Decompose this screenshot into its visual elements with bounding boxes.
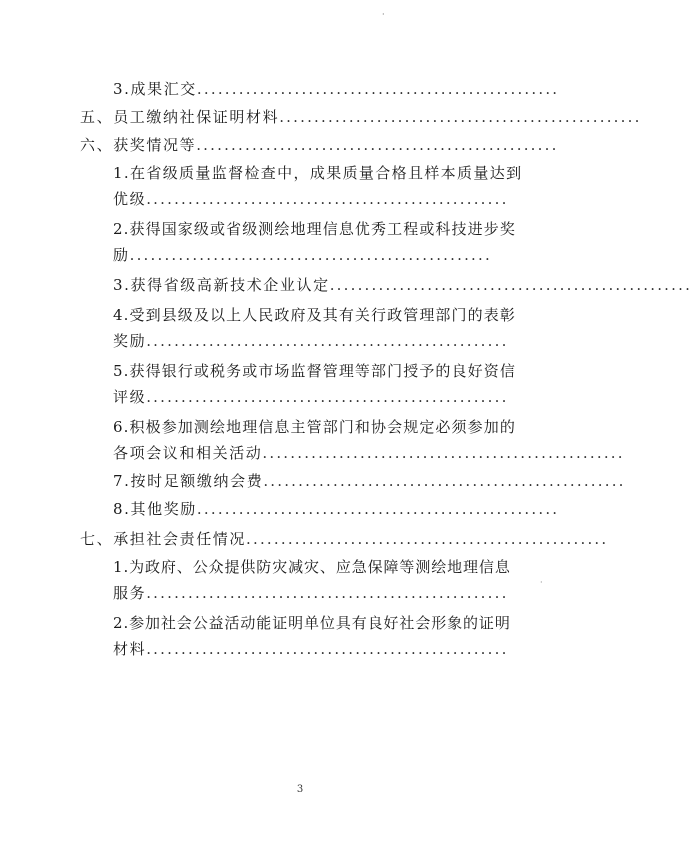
toc-entry-label: 7.按时足额缴纳会费 (113, 472, 264, 490)
toc-entry-label: 3.成果汇交 (113, 80, 197, 98)
toc-section-label: 六、获奖情况等 (80, 136, 197, 154)
toc-entry[interactable] (113, 468, 626, 494)
toc-leader-dots: .................................................... (146, 584, 509, 602)
toc-entry-label: 各项会议和相关活动 (113, 444, 263, 462)
toc-entry-label: 1.在省级质量监督检查中，成果质量合格且样本质量达到 (113, 164, 523, 182)
toc-leader-dots: .................................................... (146, 190, 509, 208)
toc-entry-label: 6.积极参加测绘地理信息主管部门和协会规定必须参加的 (113, 418, 516, 436)
toc-leader-dots: .................................................... (246, 530, 609, 548)
toc-entry-continued[interactable] (113, 186, 513, 212)
toc-entry-label: 评级 (113, 388, 147, 406)
page-number: 3 (296, 784, 304, 795)
toc-entry-label: 奖励 (113, 332, 147, 350)
toc-entry-continued[interactable] (113, 636, 513, 662)
toc-leader-dots: .................................................... (329, 276, 692, 294)
toc-entry-continued[interactable] (113, 440, 625, 466)
toc-entry-continued[interactable] (113, 328, 513, 354)
toc-entry[interactable] (113, 160, 523, 186)
toc-entry[interactable] (113, 610, 523, 636)
toc-leader-dots: .................................................... (263, 472, 626, 490)
toc-entry[interactable] (113, 216, 523, 242)
toc-section-label: 五、员工缴纳社保证明材料 (80, 108, 280, 126)
toc-entry[interactable] (113, 358, 523, 384)
toc-section[interactable] (80, 104, 642, 130)
toc-entry-label: 4.受到县级及以上人民政府及其有关行政管理部门的表彰 (113, 306, 516, 324)
toc-entry[interactable] (113, 554, 523, 580)
scan-mark: · (382, 10, 385, 19)
toc-leader-dots: .................................................... (129, 246, 492, 264)
toc-section-label: 七、承担社会责任情况 (80, 530, 247, 548)
toc-entry[interactable] (113, 272, 692, 298)
toc-entry-label: 1.为政府、公众提供防灾减灾、应急保障等测绘地理信息 (113, 558, 511, 576)
toc-leader-dots: .................................................... (262, 444, 625, 462)
toc-entry-label: 5.获得银行或税务或市场监督管理等部门授予的良好资信 (113, 362, 516, 380)
toc-entry[interactable] (113, 496, 560, 522)
toc-leader-dots: .................................................... (146, 640, 509, 658)
toc-entry-label: 优级 (113, 190, 147, 208)
scan-mark: · (540, 578, 543, 587)
toc-entry-label: 2.参加社会公益活动能证明单位具有良好社会形象的证明 (113, 614, 511, 632)
toc-entry-label: 2.获得国家级或省级测绘地理信息优秀工程或科技进步奖 (113, 220, 516, 238)
toc-section[interactable] (80, 526, 609, 552)
toc-entry-label: 服务 (113, 584, 147, 602)
toc-entry-continued[interactable] (113, 242, 513, 268)
toc-entry-label: 8.其他奖励 (113, 500, 197, 518)
toc-entry[interactable] (113, 302, 523, 328)
toc-section[interactable] (80, 132, 559, 158)
toc-entry[interactable] (113, 76, 560, 102)
toc-leader-dots: .................................................... (279, 108, 642, 126)
toc-entry-label: 材料 (113, 640, 147, 658)
toc-leader-dots: .................................................... (146, 332, 509, 350)
toc-leader-dots: .................................................... (146, 388, 509, 406)
toc-entry-continued[interactable] (113, 580, 513, 606)
toc-entry-label: 3.获得省级高新技术企业认定 (113, 276, 330, 294)
toc-entry-continued[interactable] (113, 384, 513, 410)
toc-entry[interactable] (113, 414, 523, 440)
toc-leader-dots: .................................................... (196, 500, 560, 518)
toc-leader-dots: .................................................... (196, 136, 559, 154)
toc-leader-dots: .................................................... (196, 80, 560, 98)
toc-entry-label: 励 (113, 246, 130, 264)
